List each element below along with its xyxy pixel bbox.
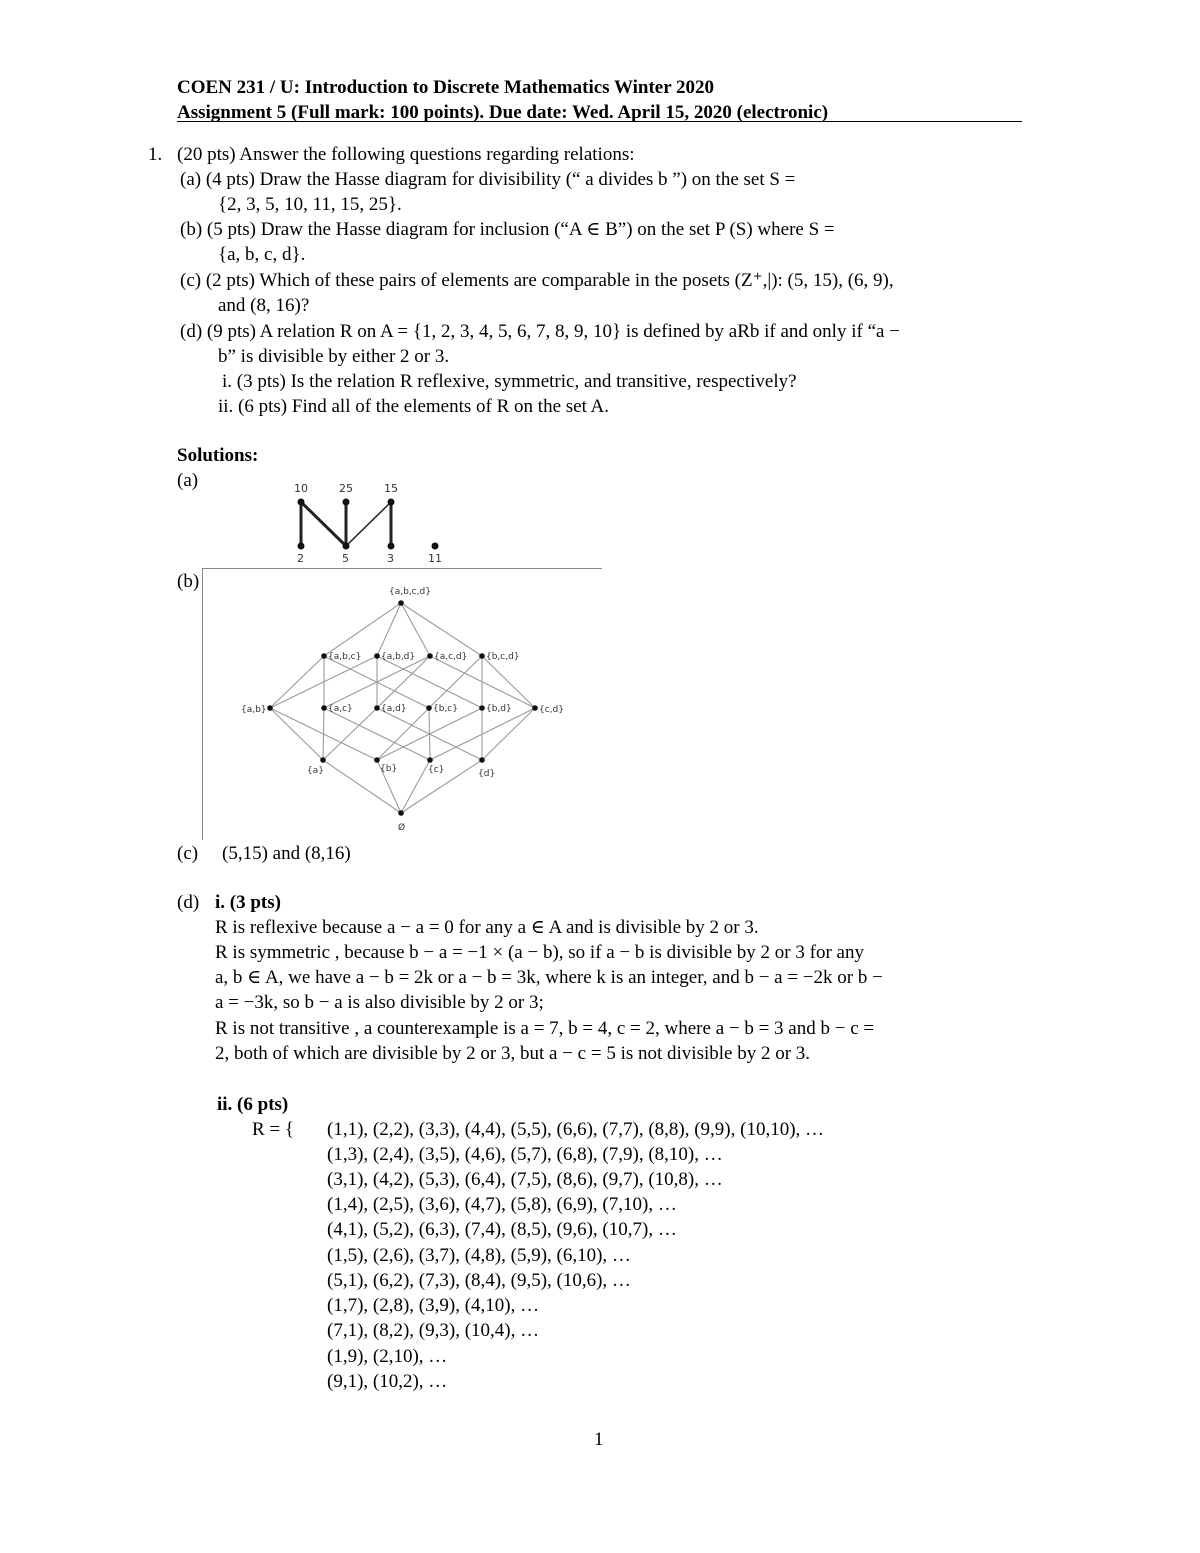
relation-row: (1,7), (2,8), (3,9), (4,10), … [327, 1295, 540, 1316]
label-11: 11 [428, 552, 442, 565]
relation-row: (4,1), (5,2), (6,3), (7,4), (8,5), (9,6), (10,7), … [327, 1219, 677, 1240]
node-ab [267, 705, 273, 711]
label-bd: {b,d} [486, 704, 512, 714]
node-acd [427, 653, 433, 659]
question-c-line1: (c) (2 pts) Which of these pairs of elements are comparable in the posets (Z⁺,|): (5, 15), (6, 9), [180, 270, 894, 291]
label-15: 15 [384, 482, 398, 495]
label-5: 5 [342, 552, 349, 565]
question-a-line1: (a) (4 pts) Draw the Hasse diagram for divisibility (“ a divides b ”) on the set S = [180, 169, 796, 190]
relation-open: R = { [252, 1119, 295, 1140]
hasse-diagram-divisibility [285, 478, 455, 568]
node-10 [298, 499, 305, 506]
node-5 [343, 543, 350, 550]
question-intro: (20 pts) Answer the following questions regarding relations: [177, 144, 635, 165]
node-cd [532, 705, 538, 711]
relation-row: (1,3), (2,4), (3,5), (4,6), (5,7), (6,8), (7,9), (8,10), … [327, 1144, 723, 1165]
label-25: 25 [339, 482, 353, 495]
solution-b-label: (b) [177, 571, 200, 592]
label-abd: {a,b,d} [381, 652, 416, 662]
label-ad: {a,d} [381, 704, 407, 714]
hasse-a-edges [301, 502, 391, 546]
hasse-diagram-inclusion [202, 568, 602, 840]
label-3: 3 [387, 552, 394, 565]
solution-d-i-heading: i. (3 pts) [215, 892, 281, 913]
node-11 [432, 543, 439, 550]
label-ac: {a,c} [328, 704, 353, 714]
relation-row: (1,1), (2,2), (3,3), (4,4), (5,5), (6,6), (7,7), (8,8), (9,9), (10,10), … [327, 1119, 825, 1140]
solution-reflexive: R is reflexive because a − a = 0 for any a ∈ A and is divisible by 2 or 3. [215, 917, 759, 938]
relation-row: (7,1), (8,2), (9,3), (10,4), … [327, 1320, 540, 1341]
question-d-i: i. (3 pts) Is the relation R reflexive, symmetric, and transitive, respectively? [222, 371, 797, 392]
page-number: 1 [594, 1429, 604, 1450]
node-bc [426, 705, 432, 711]
solution-a-label: (a) [177, 470, 199, 491]
node-a [320, 757, 326, 763]
solution-transitive-2: 2, both of which are divisible by 2 or 3, but a − c = 5 is not divisible by 2 or 3. [215, 1043, 811, 1064]
node-b [374, 757, 380, 763]
edge-10-5 [301, 502, 346, 546]
question-d-line2: b” is divisible by either 2 or 3. [218, 346, 450, 367]
label-10: 10 [294, 482, 308, 495]
solution-c-label: (c) [177, 843, 199, 864]
label-cd: {c,d} [539, 705, 564, 715]
relation-row: (9,1), (10,2), … [327, 1371, 448, 1392]
label-d: {d} [478, 769, 496, 779]
solution-symmetric-1: R is symmetric , because b − a = −1 × (a − b), so if a − b is divisible by 2 or 3 for any [215, 942, 864, 963]
solution-c-answer: (5,15) and (8,16) [222, 843, 351, 864]
question-d-ii: ii. (6 pts) Find all of the elements of R on the set A. [218, 396, 610, 417]
node-abcd [398, 600, 404, 606]
node-bcd [479, 653, 485, 659]
label-a: {a} [307, 766, 324, 776]
edge-15-5 [346, 502, 391, 546]
solutions-heading: Solutions: [177, 445, 259, 466]
solution-d-label: (d) [177, 892, 200, 913]
solution-symmetric-2: a, b ∈ A, we have a − b = 2k or a − b = 3k, where k is an integer, and b − a = −2k or b − [215, 967, 883, 988]
assignment-title: Assignment 5 (Full mark: 100 points). Due date: Wed. April 15, 2020 (electronic) [177, 102, 829, 123]
relation-row: (1,5), (2,6), (3,7), (4,8), (5,9), (6,10), … [327, 1245, 631, 1266]
label-abc: {a,b,c} [328, 652, 362, 662]
node-ac [321, 705, 327, 711]
node-25 [343, 499, 350, 506]
node-2 [298, 543, 305, 550]
relation-row: (3,1), (4,2), (5,3), (6,4), (7,5), (8,6), (9,7), (10,8), … [327, 1169, 723, 1190]
solution-symmetric-3: a = −3k, so b − a is also divisible by 2 or 3; [215, 992, 544, 1013]
node-ad [374, 705, 380, 711]
node-d [479, 757, 485, 763]
node-15 [388, 499, 395, 506]
header-rule [177, 121, 1022, 122]
solution-transitive-1: R is not transitive , a counterexample is a = 7, b = 4, c = 2, where a − b = 3 and b − c = [215, 1018, 875, 1039]
question-number: 1. [148, 144, 163, 165]
label-b: {b} [380, 764, 398, 774]
label-bcd: {b,c,d} [486, 652, 520, 662]
node-abc [321, 653, 327, 659]
label-bc: {b,c} [433, 704, 458, 714]
node-bd [479, 705, 485, 711]
course-title: COEN 231 / U: Introduction to Discrete Mathematics Winter 2020 [177, 77, 715, 98]
label-ab: {a,b} [241, 705, 267, 715]
label-c: {c} [428, 765, 445, 775]
relation-row: (1,9), (2,10), … [327, 1346, 448, 1367]
question-b-line1: (b) (5 pts) Draw the Hasse diagram for inclusion (“A ∈ B”) on the set P (S) where S = [180, 219, 835, 240]
question-c-line2: and (8, 16)? [218, 295, 310, 316]
question-b-line2: {a, b, c, d}. [218, 244, 306, 265]
solution-d-ii-heading: ii. (6 pts) [217, 1094, 289, 1115]
question-a-line2: {2, 3, 5, 10, 11, 15, 25}. [218, 194, 402, 215]
node-c [427, 757, 433, 763]
label-acd: {a,c,d} [434, 652, 468, 662]
label-2: 2 [297, 552, 304, 565]
node-abd [374, 653, 380, 659]
label-abcd: {a,b,c,d} [389, 587, 431, 597]
node-empty [398, 810, 404, 816]
label-empty: Ø [398, 823, 406, 833]
relation-row: (5,1), (6,2), (7,3), (8,4), (9,5), (10,6), … [327, 1270, 631, 1291]
question-d-line1: (d) (9 pts) A relation R on A = {1, 2, 3, 4, 5, 6, 7, 8, 9, 10} is defined by aRb if and only if “a − [180, 321, 900, 342]
relation-row: (1,4), (2,5), (3,6), (4,7), (5,8), (6,9), (7,10), … [327, 1194, 677, 1215]
node-3 [388, 543, 395, 550]
